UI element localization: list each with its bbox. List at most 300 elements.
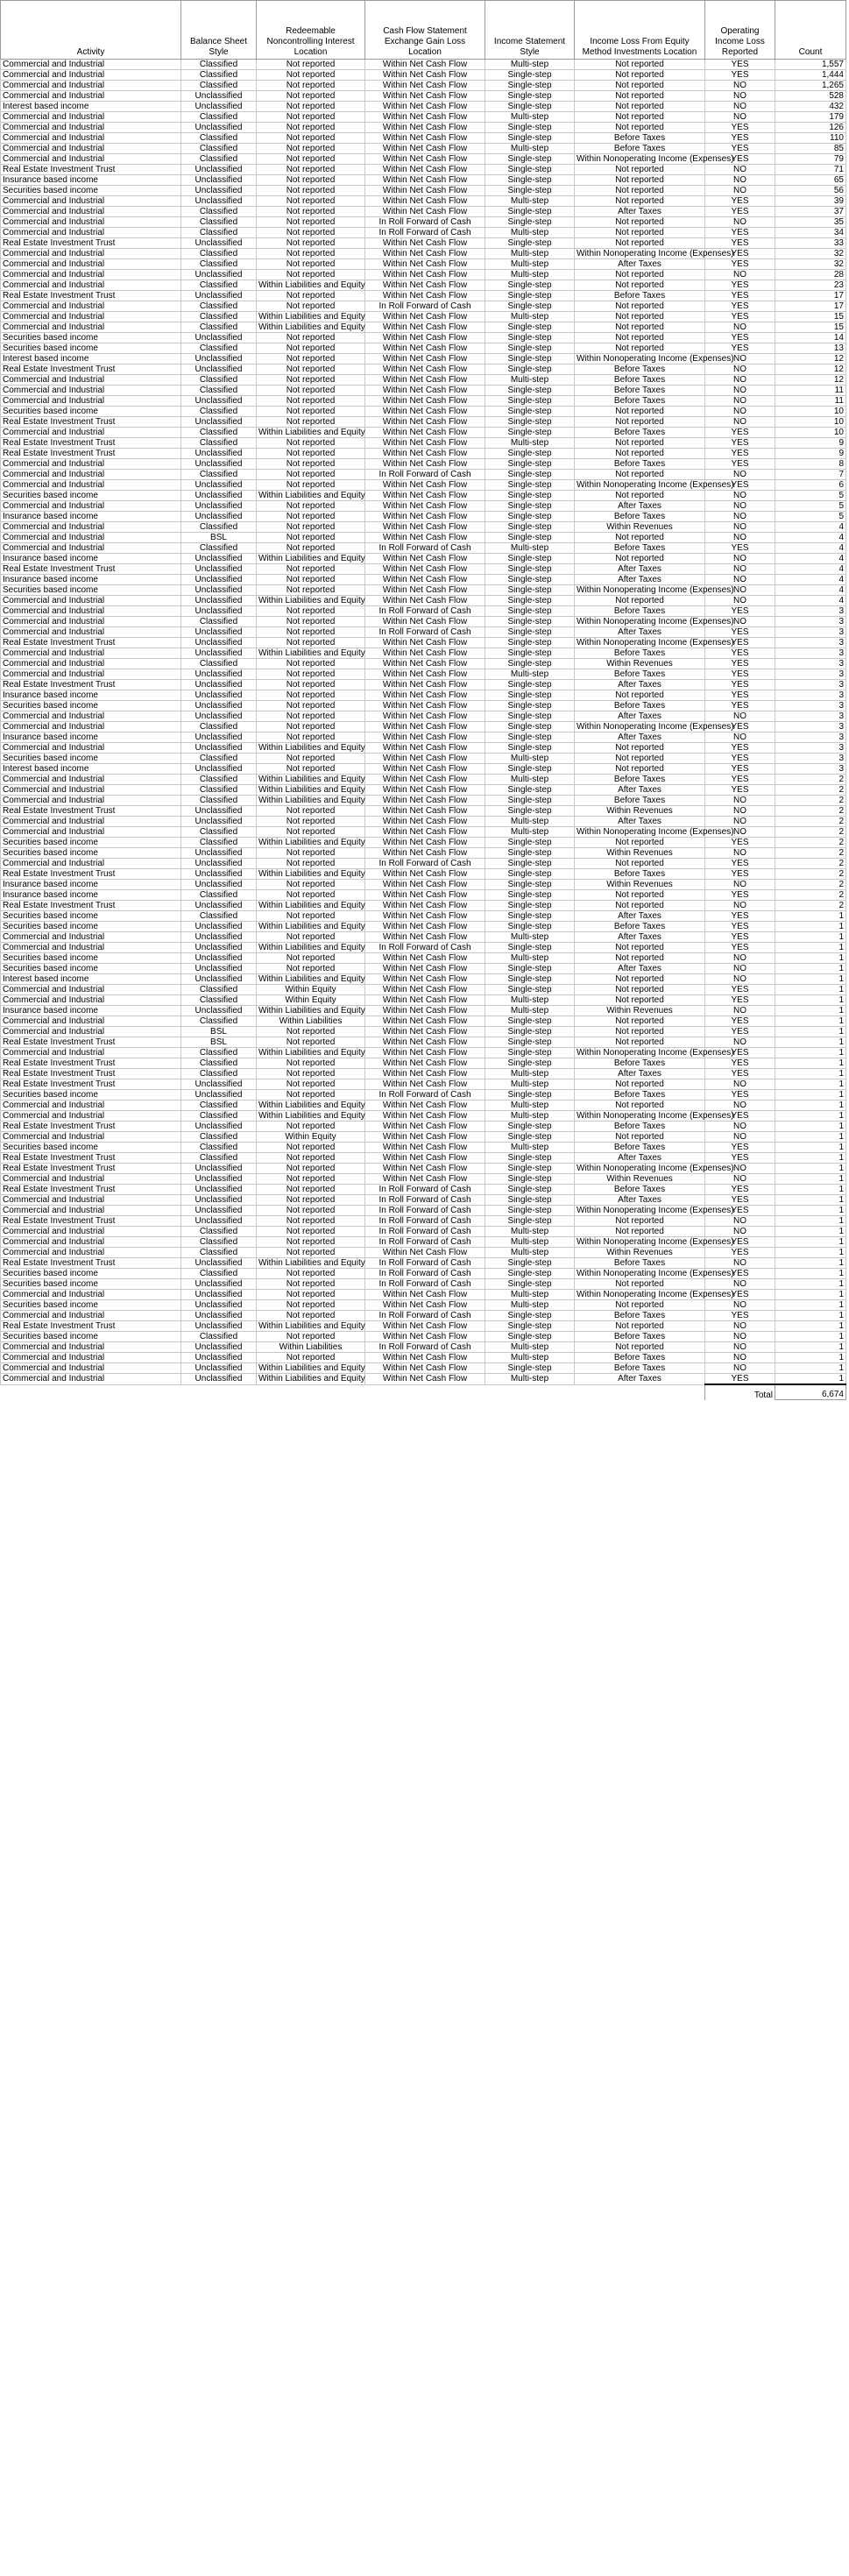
cell-redeemable-nci-location: Not reported bbox=[257, 690, 365, 701]
cell-activity: Securities based income bbox=[1, 186, 181, 196]
cell-balance-sheet-style: Unclassified bbox=[181, 764, 257, 775]
cell-balance-sheet-style: Classified bbox=[181, 1058, 257, 1069]
cell-count: 1 bbox=[775, 1216, 846, 1227]
cell-activity: Commercial and Industrial bbox=[1, 859, 181, 869]
cell-cash-flow-exchange-location: Within Net Cash Flow bbox=[365, 648, 485, 659]
cell-income-statement-style: Multi-step bbox=[485, 932, 575, 943]
cell-count: 1 bbox=[775, 1258, 846, 1269]
cell-operating-income-reported: NO bbox=[705, 501, 775, 512]
cell-activity: Real Estate Investment Trust bbox=[1, 1185, 181, 1195]
cell-balance-sheet-style: Unclassified bbox=[181, 880, 257, 890]
cell-count: 3 bbox=[775, 648, 846, 659]
cell-activity: Insurance based income bbox=[1, 175, 181, 186]
cell-cash-flow-exchange-location: Within Net Cash Flow bbox=[365, 732, 485, 743]
table-row bbox=[1, 743, 846, 754]
table-row bbox=[1, 333, 846, 343]
cell-income-statement-style: Single-step bbox=[485, 1058, 575, 1069]
table-row bbox=[1, 238, 846, 249]
cell-operating-income-reported: NO bbox=[705, 1216, 775, 1227]
cell-equity-method-location: Not reported bbox=[575, 60, 705, 70]
cell-balance-sheet-style: Unclassified bbox=[181, 901, 257, 911]
cell-activity: Commercial and Industrial bbox=[1, 1248, 181, 1258]
cell-count: 1 bbox=[775, 1143, 846, 1153]
table-row bbox=[1, 1006, 846, 1016]
cell-operating-income-reported: YES bbox=[705, 1269, 775, 1279]
cell-count: 1 bbox=[775, 995, 846, 1006]
cell-income-statement-style: Multi-step bbox=[485, 1300, 575, 1311]
cell-equity-method-location: Not reported bbox=[575, 754, 705, 764]
cell-count: 4 bbox=[775, 533, 846, 543]
cell-operating-income-reported: YES bbox=[705, 428, 775, 438]
table-row bbox=[1, 1374, 846, 1385]
table-row bbox=[1, 375, 846, 386]
table-row bbox=[1, 81, 846, 91]
cell-income-statement-style: Multi-step bbox=[485, 1374, 575, 1385]
cell-income-statement-style: Multi-step bbox=[485, 775, 575, 785]
cell-balance-sheet-style: Unclassified bbox=[181, 627, 257, 638]
table-row bbox=[1, 1100, 846, 1111]
cell-redeemable-nci-location: Not reported bbox=[257, 1353, 365, 1363]
cell-income-statement-style: Single-step bbox=[485, 1164, 575, 1174]
cell-equity-method-location: Before Taxes bbox=[575, 796, 705, 806]
cell-balance-sheet-style: Classified bbox=[181, 1248, 257, 1258]
cell-redeemable-nci-location: Not reported bbox=[257, 1237, 365, 1248]
cell-cash-flow-exchange-location: In Roll Forward of Cash bbox=[365, 228, 485, 238]
cell-balance-sheet-style: Unclassified bbox=[181, 396, 257, 407]
cell-income-statement-style: Multi-step bbox=[485, 1353, 575, 1363]
table-row bbox=[1, 144, 846, 154]
cell-cash-flow-exchange-location: Within Net Cash Flow bbox=[365, 312, 485, 322]
cell-equity-method-location: Not reported bbox=[575, 175, 705, 186]
cell-income-statement-style: Single-step bbox=[485, 175, 575, 186]
cell-equity-method-location: Not reported bbox=[575, 102, 705, 112]
cell-count: 4 bbox=[775, 554, 846, 564]
cell-count: 8 bbox=[775, 459, 846, 470]
cell-activity: Real Estate Investment Trust bbox=[1, 1216, 181, 1227]
cell-redeemable-nci-location: Not reported bbox=[257, 1027, 365, 1037]
table-row bbox=[1, 859, 846, 869]
cell-income-statement-style: Single-step bbox=[485, 701, 575, 711]
cell-count: 39 bbox=[775, 196, 846, 207]
cell-operating-income-reported: YES bbox=[705, 1069, 775, 1079]
cell-activity: Interest based income bbox=[1, 974, 181, 985]
cell-count: 35 bbox=[775, 217, 846, 228]
cell-count: 3 bbox=[775, 722, 846, 732]
cell-equity-method-location: Before Taxes bbox=[575, 1311, 705, 1321]
cell-equity-method-location: Before Taxes bbox=[575, 459, 705, 470]
cell-count: 34 bbox=[775, 228, 846, 238]
cell-balance-sheet-style: BSL bbox=[181, 533, 257, 543]
cell-balance-sheet-style: Unclassified bbox=[181, 354, 257, 364]
cell-count: 65 bbox=[775, 175, 846, 186]
table-row bbox=[1, 1269, 846, 1279]
cell-equity-method-location: Not reported bbox=[575, 449, 705, 459]
cell-count: 1 bbox=[775, 1227, 846, 1237]
cell-income-statement-style: Single-step bbox=[485, 743, 575, 754]
cell-activity: Commercial and Industrial bbox=[1, 1048, 181, 1058]
cell-redeemable-nci-location: Within Liabilities and Equity bbox=[257, 922, 365, 932]
cell-activity: Commercial and Industrial bbox=[1, 301, 181, 312]
cell-redeemable-nci-location: Not reported bbox=[257, 1279, 365, 1290]
cell-count: 12 bbox=[775, 354, 846, 364]
cell-count: 15 bbox=[775, 322, 846, 333]
table-row bbox=[1, 470, 846, 480]
cell-equity-method-location: Before Taxes bbox=[575, 396, 705, 407]
cell-equity-method-location: Before Taxes bbox=[575, 364, 705, 375]
cell-redeemable-nci-location: Not reported bbox=[257, 175, 365, 186]
cell-count: 1 bbox=[775, 1111, 846, 1122]
cell-cash-flow-exchange-location: Within Net Cash Flow bbox=[365, 701, 485, 711]
cell-operating-income-reported: NO bbox=[705, 554, 775, 564]
cell-count: 10 bbox=[775, 407, 846, 417]
cell-equity-method-location: Before Taxes bbox=[575, 386, 705, 396]
cell-operating-income-reported: NO bbox=[705, 270, 775, 280]
cell-redeemable-nci-location: Not reported bbox=[257, 133, 365, 144]
cell-equity-method-location: Before Taxes bbox=[575, 606, 705, 617]
table-row bbox=[1, 995, 846, 1006]
cell-income-statement-style: Single-step bbox=[485, 480, 575, 491]
cell-income-statement-style: Multi-step bbox=[485, 953, 575, 964]
cell-redeemable-nci-location: Not reported bbox=[257, 301, 365, 312]
table-row bbox=[1, 554, 846, 564]
cell-count: 1 bbox=[775, 1122, 846, 1132]
cell-balance-sheet-style: Unclassified bbox=[181, 1374, 257, 1385]
cell-balance-sheet-style: Unclassified bbox=[181, 91, 257, 102]
cell-balance-sheet-style: Classified bbox=[181, 438, 257, 449]
cell-count: 9 bbox=[775, 449, 846, 459]
cell-redeemable-nci-location: Not reported bbox=[257, 249, 365, 259]
cell-income-statement-style: Single-step bbox=[485, 680, 575, 690]
cell-cash-flow-exchange-location: In Roll Forward of Cash bbox=[365, 1216, 485, 1227]
cell-operating-income-reported: YES bbox=[705, 701, 775, 711]
cell-income-statement-style: Multi-step bbox=[485, 1248, 575, 1258]
cell-count: 179 bbox=[775, 112, 846, 123]
cell-balance-sheet-style: Unclassified bbox=[181, 1195, 257, 1206]
cell-count: 110 bbox=[775, 133, 846, 144]
table-row bbox=[1, 259, 846, 270]
cell-count: 1 bbox=[775, 1290, 846, 1300]
table-row bbox=[1, 1037, 846, 1048]
cell-count: 1 bbox=[775, 1363, 846, 1374]
cell-income-statement-style: Multi-step bbox=[485, 196, 575, 207]
cell-count: 1 bbox=[775, 1069, 846, 1079]
cell-activity: Real Estate Investment Trust bbox=[1, 1079, 181, 1090]
cell-cash-flow-exchange-location: Within Net Cash Flow bbox=[365, 585, 485, 596]
cell-balance-sheet-style: Unclassified bbox=[181, 165, 257, 175]
cell-cash-flow-exchange-location: Within Net Cash Flow bbox=[365, 711, 485, 722]
cell-cash-flow-exchange-location: In Roll Forward of Cash bbox=[365, 1206, 485, 1216]
cell-income-statement-style: Single-step bbox=[485, 364, 575, 375]
cell-balance-sheet-style: Unclassified bbox=[181, 1216, 257, 1227]
table-row bbox=[1, 796, 846, 806]
cell-count: 85 bbox=[775, 144, 846, 154]
table-row bbox=[1, 754, 846, 764]
cell-balance-sheet-style: Classified bbox=[181, 617, 257, 627]
cell-balance-sheet-style: Classified bbox=[181, 407, 257, 417]
cell-operating-income-reported: YES bbox=[705, 438, 775, 449]
cell-operating-income-reported: YES bbox=[705, 890, 775, 901]
header-equity-method-location: Income Loss From Equity Method Investments Location bbox=[575, 1, 705, 60]
cell-cash-flow-exchange-location: In Roll Forward of Cash bbox=[365, 217, 485, 228]
cell-redeemable-nci-location: Not reported bbox=[257, 1037, 365, 1048]
cell-operating-income-reported: YES bbox=[705, 743, 775, 754]
cell-redeemable-nci-location: Not reported bbox=[257, 617, 365, 627]
cell-redeemable-nci-location: Not reported bbox=[257, 470, 365, 480]
cell-count: 3 bbox=[775, 627, 846, 638]
cell-balance-sheet-style: Unclassified bbox=[181, 1174, 257, 1185]
cell-redeemable-nci-location: Within Liabilities and Equity bbox=[257, 838, 365, 848]
cell-cash-flow-exchange-location: Within Net Cash Flow bbox=[365, 449, 485, 459]
cell-equity-method-location: Before Taxes bbox=[575, 512, 705, 522]
cell-balance-sheet-style: Unclassified bbox=[181, 501, 257, 512]
cell-activity: Commercial and Industrial bbox=[1, 617, 181, 627]
cell-income-statement-style: Single-step bbox=[485, 501, 575, 512]
cell-cash-flow-exchange-location: In Roll Forward of Cash bbox=[365, 1237, 485, 1248]
cell-activity: Commercial and Industrial bbox=[1, 428, 181, 438]
cell-equity-method-location: Not reported bbox=[575, 1300, 705, 1311]
cell-cash-flow-exchange-location: Within Net Cash Flow bbox=[365, 1321, 485, 1332]
cell-redeemable-nci-location: Not reported bbox=[257, 1174, 365, 1185]
cell-equity-method-location: After Taxes bbox=[575, 259, 705, 270]
cell-equity-method-location: Not reported bbox=[575, 1027, 705, 1037]
cell-balance-sheet-style: Unclassified bbox=[181, 964, 257, 974]
cell-count: 14 bbox=[775, 333, 846, 343]
cell-activity: Securities based income bbox=[1, 491, 181, 501]
cell-equity-method-location: Within Nonoperating Income (Expenses) bbox=[575, 585, 705, 596]
cell-equity-method-location: Not reported bbox=[575, 322, 705, 333]
cell-balance-sheet-style: Unclassified bbox=[181, 859, 257, 869]
cell-cash-flow-exchange-location: In Roll Forward of Cash bbox=[365, 1269, 485, 1279]
cell-cash-flow-exchange-location: Within Net Cash Flow bbox=[365, 270, 485, 280]
cell-balance-sheet-style: Unclassified bbox=[181, 196, 257, 207]
cell-redeemable-nci-location: Not reported bbox=[257, 259, 365, 270]
cell-equity-method-location: Not reported bbox=[575, 238, 705, 249]
table-row bbox=[1, 1248, 846, 1258]
cell-count: 432 bbox=[775, 102, 846, 112]
cell-income-statement-style: Single-step bbox=[485, 627, 575, 638]
cell-equity-method-location: Not reported bbox=[575, 417, 705, 428]
cell-equity-method-location: Not reported bbox=[575, 81, 705, 91]
cell-income-statement-style: Single-step bbox=[485, 648, 575, 659]
cell-operating-income-reported: NO bbox=[705, 1300, 775, 1311]
cell-equity-method-location: Not reported bbox=[575, 1016, 705, 1027]
table-row bbox=[1, 953, 846, 964]
cell-operating-income-reported: YES bbox=[705, 123, 775, 133]
cell-income-statement-style: Single-step bbox=[485, 859, 575, 869]
cell-redeemable-nci-location: Within Liabilities and Equity bbox=[257, 1111, 365, 1122]
cell-income-statement-style: Single-step bbox=[485, 407, 575, 417]
cell-redeemable-nci-location: Within Liabilities and Equity bbox=[257, 554, 365, 564]
cell-income-statement-style: Single-step bbox=[485, 301, 575, 312]
cell-count: 1 bbox=[775, 943, 846, 953]
cell-operating-income-reported: YES bbox=[705, 207, 775, 217]
table-row bbox=[1, 985, 846, 995]
cell-balance-sheet-style: Classified bbox=[181, 207, 257, 217]
cell-balance-sheet-style: Classified bbox=[181, 470, 257, 480]
cell-balance-sheet-style: Unclassified bbox=[181, 596, 257, 606]
cell-activity: Commercial and Industrial bbox=[1, 133, 181, 144]
cell-balance-sheet-style: Classified bbox=[181, 60, 257, 70]
cell-count: 10 bbox=[775, 417, 846, 428]
cell-cash-flow-exchange-location: Within Net Cash Flow bbox=[365, 196, 485, 207]
cell-count: 1 bbox=[775, 1248, 846, 1258]
cell-activity: Interest based income bbox=[1, 102, 181, 112]
cell-balance-sheet-style: Classified bbox=[181, 312, 257, 322]
cell-income-statement-style: Single-step bbox=[485, 354, 575, 364]
table-row bbox=[1, 270, 846, 280]
cell-balance-sheet-style: Unclassified bbox=[181, 585, 257, 596]
cell-activity: Commercial and Industrial bbox=[1, 648, 181, 659]
cell-count: 2 bbox=[775, 901, 846, 911]
cell-income-statement-style: Single-step bbox=[485, 1332, 575, 1342]
cell-activity: Real Estate Investment Trust bbox=[1, 638, 181, 648]
cell-operating-income-reported: YES bbox=[705, 1111, 775, 1122]
cell-count: 1 bbox=[775, 1195, 846, 1206]
cell-count: 10 bbox=[775, 428, 846, 438]
cell-equity-method-location: Not reported bbox=[575, 1132, 705, 1143]
cell-equity-method-location: Not reported bbox=[575, 438, 705, 449]
cell-activity: Commercial and Industrial bbox=[1, 228, 181, 238]
cell-activity: Securities based income bbox=[1, 1300, 181, 1311]
cell-balance-sheet-style: Unclassified bbox=[181, 701, 257, 711]
cell-activity: Commercial and Industrial bbox=[1, 396, 181, 407]
cell-operating-income-reported: NO bbox=[705, 1164, 775, 1174]
cell-activity: Commercial and Industrial bbox=[1, 196, 181, 207]
cell-equity-method-location: Not reported bbox=[575, 943, 705, 953]
cell-activity: Real Estate Investment Trust bbox=[1, 1153, 181, 1164]
cell-redeemable-nci-location: Not reported bbox=[257, 123, 365, 133]
table-row bbox=[1, 1216, 846, 1227]
cell-count: 3 bbox=[775, 606, 846, 617]
cell-operating-income-reported: YES bbox=[705, 669, 775, 680]
cell-balance-sheet-style: Classified bbox=[181, 1111, 257, 1122]
cell-balance-sheet-style: Classified bbox=[181, 754, 257, 764]
cell-balance-sheet-style: Unclassified bbox=[181, 943, 257, 953]
cell-balance-sheet-style: Unclassified bbox=[181, 270, 257, 280]
cell-activity: Securities based income bbox=[1, 922, 181, 932]
cell-operating-income-reported: YES bbox=[705, 775, 775, 785]
cell-count: 1 bbox=[775, 1332, 846, 1342]
cell-redeemable-nci-location: Not reported bbox=[257, 764, 365, 775]
table-row bbox=[1, 617, 846, 627]
cell-balance-sheet-style: Unclassified bbox=[181, 669, 257, 680]
cell-balance-sheet-style: Classified bbox=[181, 1269, 257, 1279]
cell-operating-income-reported: YES bbox=[705, 259, 775, 270]
cell-activity: Securities based income bbox=[1, 701, 181, 711]
table-row bbox=[1, 396, 846, 407]
cell-operating-income-reported: YES bbox=[705, 785, 775, 796]
cell-cash-flow-exchange-location: Within Net Cash Flow bbox=[365, 953, 485, 964]
cell-count: 12 bbox=[775, 364, 846, 375]
cell-count: 1 bbox=[775, 1300, 846, 1311]
cell-income-statement-style: Single-step bbox=[485, 449, 575, 459]
cell-income-statement-style: Single-step bbox=[485, 575, 575, 585]
cell-operating-income-reported: NO bbox=[705, 1363, 775, 1374]
cell-balance-sheet-style: Unclassified bbox=[181, 554, 257, 564]
table-row bbox=[1, 1122, 846, 1132]
cell-income-statement-style: Single-step bbox=[485, 102, 575, 112]
cell-cash-flow-exchange-location: Within Net Cash Flow bbox=[365, 343, 485, 354]
cell-activity: Real Estate Investment Trust bbox=[1, 869, 181, 880]
cell-activity: Commercial and Industrial bbox=[1, 932, 181, 943]
table-row bbox=[1, 564, 846, 575]
cell-redeemable-nci-location: Not reported bbox=[257, 1069, 365, 1079]
cell-cash-flow-exchange-location: Within Net Cash Flow bbox=[365, 848, 485, 859]
cell-operating-income-reported: NO bbox=[705, 1100, 775, 1111]
cell-operating-income-reported: NO bbox=[705, 375, 775, 386]
cell-balance-sheet-style: Unclassified bbox=[181, 123, 257, 133]
cell-cash-flow-exchange-location: Within Net Cash Flow bbox=[365, 785, 485, 796]
cell-income-statement-style: Single-step bbox=[485, 985, 575, 995]
cell-activity: Real Estate Investment Trust bbox=[1, 564, 181, 575]
cell-equity-method-location: Within Nonoperating Income (Expenses) bbox=[575, 722, 705, 732]
cell-cash-flow-exchange-location: Within Net Cash Flow bbox=[365, 60, 485, 70]
cell-income-statement-style: Multi-step bbox=[485, 1237, 575, 1248]
cell-equity-method-location: Before Taxes bbox=[575, 1363, 705, 1374]
cell-activity: Insurance based income bbox=[1, 554, 181, 564]
cell-cash-flow-exchange-location: Within Net Cash Flow bbox=[365, 375, 485, 386]
cell-operating-income-reported: NO bbox=[705, 522, 775, 533]
cell-income-statement-style: Single-step bbox=[485, 838, 575, 848]
cell-equity-method-location: After Taxes bbox=[575, 732, 705, 743]
cell-redeemable-nci-location: Not reported bbox=[257, 417, 365, 428]
cell-redeemable-nci-location: Not reported bbox=[257, 186, 365, 196]
cell-count: 1 bbox=[775, 1374, 846, 1385]
table-row bbox=[1, 1079, 846, 1090]
cell-equity-method-location: After Taxes bbox=[575, 932, 705, 943]
cell-redeemable-nci-location: Not reported bbox=[257, 291, 365, 301]
cell-cash-flow-exchange-location: Within Net Cash Flow bbox=[365, 186, 485, 196]
table-row bbox=[1, 175, 846, 186]
table-row bbox=[1, 901, 846, 911]
cell-redeemable-nci-location: Within Liabilities and Equity bbox=[257, 1048, 365, 1058]
cell-activity: Securities based income bbox=[1, 585, 181, 596]
cell-income-statement-style: Multi-step bbox=[485, 827, 575, 838]
table-row bbox=[1, 112, 846, 123]
cell-income-statement-style: Single-step bbox=[485, 796, 575, 806]
cell-redeemable-nci-location: Not reported bbox=[257, 890, 365, 901]
cell-operating-income-reported: NO bbox=[705, 575, 775, 585]
cell-income-statement-style: Single-step bbox=[485, 133, 575, 144]
cell-equity-method-location: Not reported bbox=[575, 407, 705, 417]
cell-equity-method-location: Not reported bbox=[575, 743, 705, 754]
cell-balance-sheet-style: Classified bbox=[181, 228, 257, 238]
cell-redeemable-nci-location: Not reported bbox=[257, 354, 365, 364]
cell-equity-method-location: Before Taxes bbox=[575, 291, 705, 301]
cell-activity: Commercial and Industrial bbox=[1, 375, 181, 386]
cell-equity-method-location: Within Nonoperating Income (Expenses) bbox=[575, 354, 705, 364]
table-row bbox=[1, 1321, 846, 1332]
table-row bbox=[1, 364, 846, 375]
cell-equity-method-location: Within Revenues bbox=[575, 1006, 705, 1016]
cell-count: 1 bbox=[775, 1206, 846, 1216]
cell-operating-income-reported: YES bbox=[705, 638, 775, 648]
cell-redeemable-nci-location: Not reported bbox=[257, 953, 365, 964]
cell-redeemable-nci-location: Not reported bbox=[257, 165, 365, 175]
table-row bbox=[1, 480, 846, 491]
table-body bbox=[1, 60, 846, 1385]
cell-cash-flow-exchange-location: Within Net Cash Flow bbox=[365, 722, 485, 732]
cell-balance-sheet-style: Classified bbox=[181, 343, 257, 354]
cell-cash-flow-exchange-location: Within Net Cash Flow bbox=[365, 1048, 485, 1058]
table-row bbox=[1, 249, 846, 259]
table-row bbox=[1, 964, 846, 974]
cell-operating-income-reported: YES bbox=[705, 196, 775, 207]
cell-balance-sheet-style: Unclassified bbox=[181, 564, 257, 575]
cell-redeemable-nci-location: Not reported bbox=[257, 1153, 365, 1164]
table-row bbox=[1, 428, 846, 438]
table-row bbox=[1, 228, 846, 238]
